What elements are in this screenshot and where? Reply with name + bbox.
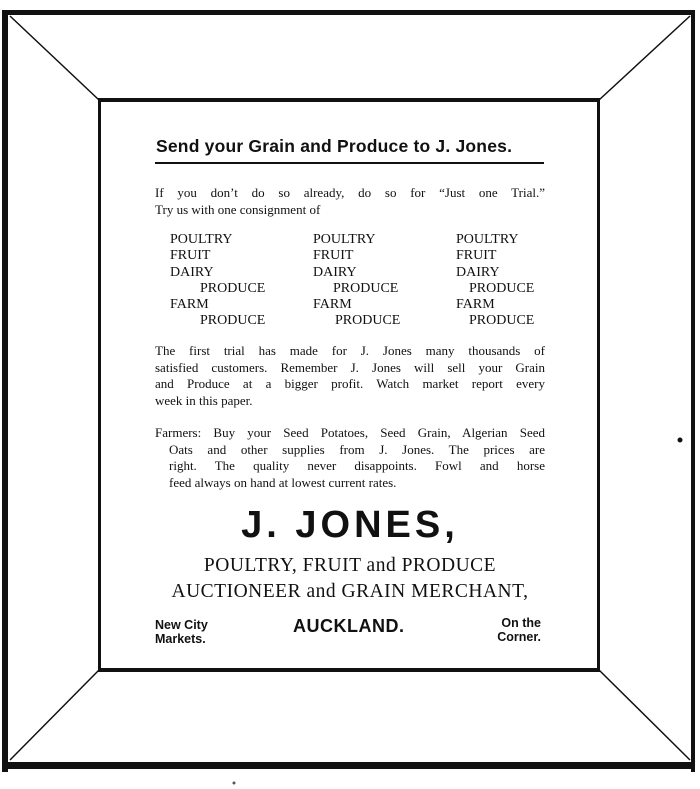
trial-line: week in this paper.: [155, 392, 253, 408]
footer-left-line: Markets.: [155, 632, 206, 646]
headline: Send your Grain and Produce to J. Jones.: [156, 136, 513, 156]
produce-item: FRUIT: [313, 248, 354, 264]
produce-column: [313, 232, 400, 330]
trial-line: and Produce at a bigger profit. Watch market report every: [155, 376, 545, 391]
produce-column: [170, 232, 265, 330]
produce-item: FARM: [313, 297, 352, 313]
intro-line: Try us with one consignment of: [155, 201, 321, 217]
produce-item: POULTRY: [456, 232, 519, 247]
produce-item: DAIRY: [456, 264, 500, 280]
footer-city: AUCKLAND.: [293, 616, 405, 636]
merchant-name: J. JONES,: [241, 504, 459, 546]
produce-item: FRUIT: [456, 248, 497, 264]
headline-rule: [155, 162, 544, 164]
produce-item: FARM: [170, 297, 209, 313]
trial-paragraph: [155, 343, 545, 409]
trial-line: The first trial has made for J. Jones many thousands of: [155, 343, 545, 358]
farmers-line: Oats and other supplies from J. Jones. The prices are: [169, 441, 545, 457]
intro-paragraph: [155, 185, 545, 218]
produce-item: PRODUCE: [333, 280, 399, 296]
produce-item: PRODUCE: [335, 313, 401, 329]
farmers-line: feed always on hand at lowest current rates.: [169, 474, 397, 490]
farmers-line: right. The quality never disappoints. Fowl and horse: [169, 458, 545, 473]
trade-line-1: POULTRY, FRUIT and PRODUCE: [203, 555, 497, 576]
produce-item: FARM: [456, 297, 495, 313]
footer-right-line: On the: [501, 616, 541, 630]
trial-line: satisfied customers. Remember J. Jones will sell your Grain: [155, 359, 545, 375]
produce-column: [456, 232, 534, 330]
footer-left-line: New City: [155, 618, 208, 632]
trade-line-2: AUCTIONEER and GRAIN MERCHANT,: [171, 581, 529, 602]
produce-item: DAIRY: [170, 264, 214, 280]
footer-right-line: Corner.: [497, 630, 541, 644]
produce-item: POULTRY: [313, 232, 376, 247]
produce-item: PRODUCE: [469, 280, 535, 296]
intro-line: If you don’t do so already, do so for “Just one Trial.”: [155, 185, 545, 200]
produce-item: POULTRY: [170, 232, 233, 247]
produce-item: PRODUCE: [200, 313, 266, 329]
produce-item: PRODUCE: [469, 313, 535, 329]
farmers-line: Farmers: Buy your Seed Potatoes, Seed Grain, Algerian Seed: [155, 425, 545, 440]
produce-item: PRODUCE: [200, 280, 266, 296]
footer-location-left: [155, 618, 208, 646]
produce-item: FRUIT: [170, 248, 211, 264]
produce-item: DAIRY: [313, 264, 357, 280]
footer-location-right: [497, 616, 541, 644]
farmers-paragraph: [155, 425, 545, 491]
